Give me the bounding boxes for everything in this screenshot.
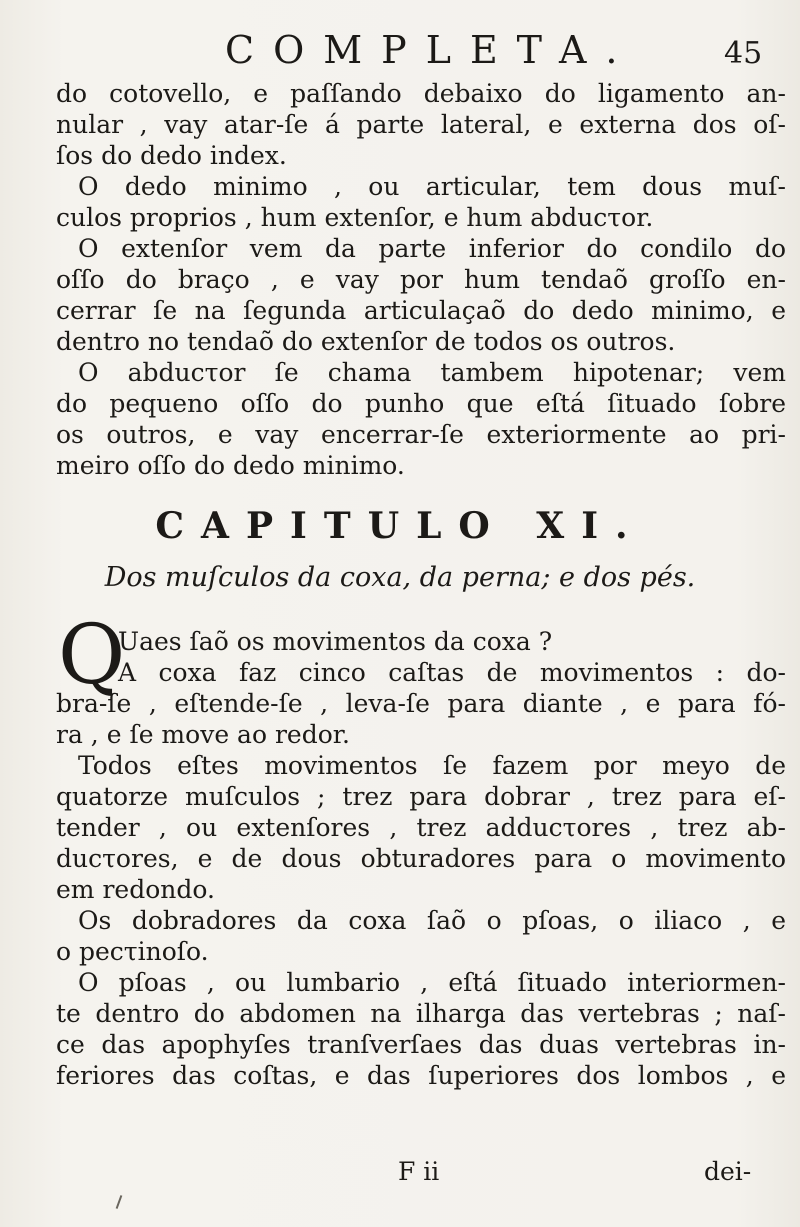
text-line: O dedo minimo , ou articular, tem dous muſ-: [78, 172, 786, 201]
top-text-block: [56, 78, 786, 481]
text-line: Uaes ſaõ os movimentos da coxa ?: [118, 627, 553, 656]
text-line: cerrar ſe na ſegunda articulaçaõ do dedo minimo, e: [56, 296, 786, 325]
text-line: do pequeno oſſo do punho que eſtá ſituado ſobre: [56, 389, 786, 418]
text-line: em redondo.: [56, 875, 215, 904]
paragraph-dedo-minimo: [56, 171, 786, 233]
paragraph-abductor: [56, 357, 786, 481]
paragraph-dobradores: [56, 905, 786, 967]
text-line: culos proprios , hum extenſor, e hum abducτor.: [56, 203, 654, 232]
text-line: meiro oſſo do dedo minimo.: [56, 451, 405, 480]
paper-speck: [116, 1195, 123, 1209]
text-line: O pſoas , ou lumbario , eſtá ſituado interiormen-: [78, 968, 786, 997]
chapter-subtitle: Dos muſculos da coxa, da perna; e dos pés.: [104, 562, 696, 593]
drop-cap: Q: [58, 608, 126, 703]
dropcap-lines: [118, 626, 786, 688]
text-line: ra , e ſe move ao redor.: [56, 720, 350, 749]
text-line: o pecτinoſo.: [56, 937, 209, 966]
text-line: os outros, e vay encerrar-ſe exteriormente ao pri-: [56, 420, 786, 449]
text-line: te dentro do abdomen na ilharga das vertebras ; naſ-: [56, 999, 786, 1028]
text-line: O abducτor ſe chama tambem hipotenar; vem: [78, 358, 786, 387]
paragraph-quatorze-musculos: [56, 750, 786, 905]
paragraph-movimentos: [56, 688, 786, 750]
page-number: 45: [724, 36, 763, 71]
catchword: dei-: [704, 1157, 752, 1186]
chapter-heading: CAPITULO XI.: [155, 505, 645, 547]
paragraph-psoas: [56, 967, 786, 1091]
text-line: do cotovello, e paſſando debaixo do ligamento an-: [56, 79, 786, 108]
paragraph-continuation: [56, 78, 786, 171]
signature-mark: F ii: [398, 1157, 440, 1186]
text-line: nular , vay atar-ſe á parte lateral, e externa dos oſ-: [56, 110, 786, 139]
text-line: feriores das coſtas, e das ſuperiores dos lombos , e: [56, 1061, 786, 1090]
running-title: COMPLETA.: [225, 28, 637, 72]
text-line: ce das apophyſes tranſverſaes das duas vertebras in-: [56, 1030, 786, 1059]
chapter-text-block: [56, 688, 786, 1091]
text-line: dentro no tendaõ do extenſor de todos os outros.: [56, 327, 676, 356]
paragraph-extensor: [56, 233, 786, 357]
text-line: ducτores, e de dous obturadores para o movimento: [56, 844, 786, 873]
text-line: quatorze muſculos ; trez para dobrar , trez para eſ-: [56, 782, 786, 811]
running-head: [0, 28, 800, 72]
text-line: A coxa faz cinco caſtas de movimentos : do-: [118, 658, 786, 687]
text-line: tender , ou extenſores , trez adducτores , trez ab-: [56, 813, 786, 842]
text-line: O extenſor vem da parte inferior do condilo do: [78, 234, 786, 263]
text-line: bra-ſe , eſtende-ſe , leva-ſe para diante , e para fó-: [56, 689, 786, 718]
text-line: ſos do dedo index.: [56, 141, 287, 170]
page-footer: [0, 1157, 800, 1191]
text-line: Os dobradores da coxa ſaõ o pſoas, o iliaco , e: [78, 906, 786, 935]
text-line: Todos eſtes movimentos ſe fazem por meyo de: [78, 751, 786, 780]
text-line: oſſo do braço , e vay por hum tendaõ groſſo en-: [56, 265, 786, 294]
